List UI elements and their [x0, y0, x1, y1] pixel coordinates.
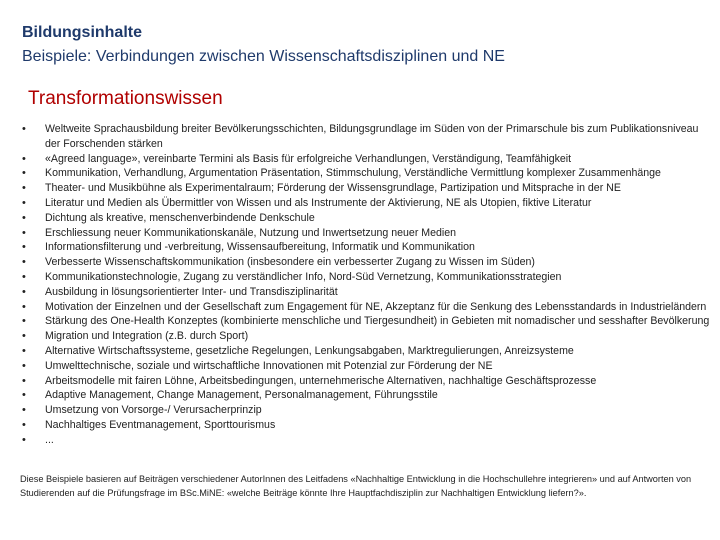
- list-item: [22, 329, 712, 344]
- list-item: [22, 359, 712, 374]
- list-item: [22, 314, 712, 329]
- list-item-text: Adaptive Management, Change Management, Personalmanagement, Führungsstile: [45, 389, 438, 402]
- list-item: [22, 300, 712, 315]
- list-item-text: Umsetzung von Vorsorge-/ Verursacherprinzip: [45, 404, 262, 417]
- bullet-icon: •: [22, 359, 26, 372]
- list-item-text: Verbesserte Wissenschaftskommunikation (insbesondere ein verbesserter Zugang zu Wissen im Süden): [45, 256, 535, 269]
- page-subtitle: Beispiele: Verbindungen zwischen Wissenschaftsdisziplinen und NE: [22, 48, 505, 65]
- bullet-icon: •: [22, 315, 26, 328]
- list-item-text: Weltweite Sprachausbildung breiter Bevölkerungsschichten, Bildungsgrundlage im Süden von der Primarschule bis zum Publikationsniveau der Forschenden stärken: [45, 123, 699, 150]
- list-item: [22, 285, 712, 300]
- list-item: [22, 211, 712, 226]
- bullet-icon: •: [22, 256, 26, 269]
- list-item: [22, 226, 712, 241]
- list-item-text: Kommunikation, Verhandlung, Argumentation Präsentation, Stimmschulung, Verständliche Vermittlung komplexer Zusammenhänge: [45, 167, 661, 180]
- list-item-text: Nachhaltiges Eventmanagement, Sporttourismus: [45, 418, 276, 431]
- bullet-icon: •: [22, 123, 26, 135]
- list-item: [22, 433, 712, 448]
- footer-note: Diese Beispiele basieren auf Beiträgen verschiedener AutorInnen des Leitfadens «Nachhaltige Entwicklung in die Hochschullehre integrieren» und auf Antworten von Studierenden auf die Prüfungsfrage im BSc.MiNE: «welche Beiträge könnte Ihre Hauptfachdisziplin zur Nachhaltigen Entwicklung liefern?».: [20, 474, 692, 499]
- bullet-icon: •: [22, 433, 26, 446]
- list-item: [22, 388, 712, 403]
- list-item-text: Erschliessung neuer Kommunikationskanäle, Nutzung und Inwertsetzung neuer Medien: [45, 226, 457, 239]
- list-item-text: Kommunikationstechnologie, Zugang zu verständlicher Info, Nord-Süd Vernetzung, Kommunikationsstrategien: [45, 270, 562, 283]
- bullet-icon: •: [22, 211, 26, 224]
- bullet-icon: •: [22, 167, 26, 180]
- list-item: [22, 166, 712, 181]
- list-item-text: «Agreed language», vereinbarte Termini als Basis für erfolgreiche Verhandlungen, Verständigung, Teamfähigkeit: [45, 152, 572, 165]
- list-item-text: Dichtung als kreative, menschenverbindende Denkschule: [45, 211, 315, 224]
- list-item: [22, 122, 712, 152]
- bullet-icon: •: [22, 418, 26, 431]
- list-item: [22, 403, 712, 418]
- page-title: Bildungsinhalte: [22, 24, 142, 41]
- list-item-text: Ausbildung in lösungsorientierter Inter- und Transdisziplinarität: [45, 285, 338, 298]
- list-item: [22, 344, 712, 359]
- bullet-icon: •: [22, 330, 26, 343]
- list-item: [22, 152, 712, 167]
- list-item-text: Migration und Integration (z.B. durch Sport): [45, 330, 249, 343]
- bullet-icon: •: [22, 404, 26, 417]
- bullet-list: [22, 122, 712, 448]
- bullet-icon: •: [22, 374, 26, 387]
- list-item: [22, 181, 712, 196]
- list-item-text: Arbeitsmodelle mit fairen Löhne, Arbeitsbedingungen, unternehmerische Alternativen, nachhaltige Geschäftsprozesse: [45, 374, 597, 387]
- list-item-text: Literatur und Medien als Übermittler von Wissen und als Instrumente der Aktivierung, NE als Utopien, fiktive Literatur: [45, 196, 592, 209]
- list-item-text: Theater- und Musikbühne als Experimentalraum; Förderung der Wissensgrundlage, Partizipation und Mitsprache in der NE: [45, 182, 621, 195]
- list-item: [22, 418, 712, 433]
- bullet-icon: •: [22, 196, 26, 209]
- bullet-icon: •: [22, 344, 26, 357]
- bullet-icon: •: [22, 241, 26, 254]
- bullet-icon: •: [22, 270, 26, 283]
- list-item: [22, 240, 712, 255]
- list-item-text: Stärkung des One-Health Konzeptes (kombinierte menschliche und Tiergesundheit) in Gebieten mit nomadischer und sesshafter Bevölkerung: [45, 315, 710, 328]
- list-item: [22, 374, 712, 389]
- bullet-icon: •: [22, 182, 26, 195]
- bullet-icon: •: [22, 226, 26, 239]
- bullet-icon: •: [22, 152, 26, 165]
- list-item: [22, 196, 712, 211]
- list-item-text: Informationsfilterung und -verbreitung, Wissensaufbereitung, Informatik und Kommunikation: [45, 241, 475, 254]
- list-item: [22, 255, 712, 270]
- list-item-text: Motivation der Einzelnen und der Gesellschaft zum Engagement für NE, Akzeptanz für die Senkung des Lebensstandards in Industrieländern: [45, 300, 707, 313]
- bullet-icon: •: [22, 285, 26, 298]
- bullet-icon: •: [22, 300, 26, 313]
- list-item-text: Alternative Wirtschaftssysteme, gesetzliche Regelungen, Lenkungsabgaben, Marktregulierungen, Anreizsysteme: [45, 344, 574, 357]
- list-item: [22, 270, 712, 285]
- header: [18, 24, 658, 74]
- list-item-text: ...: [45, 433, 54, 446]
- list-item-text: Umwelttechnische, soziale und wirtschaftliche Innovationen mit Potenzial zur Förderung der NE: [45, 359, 493, 372]
- section-heading: Transformationswissen: [28, 88, 223, 109]
- bullet-icon: •: [22, 389, 26, 402]
